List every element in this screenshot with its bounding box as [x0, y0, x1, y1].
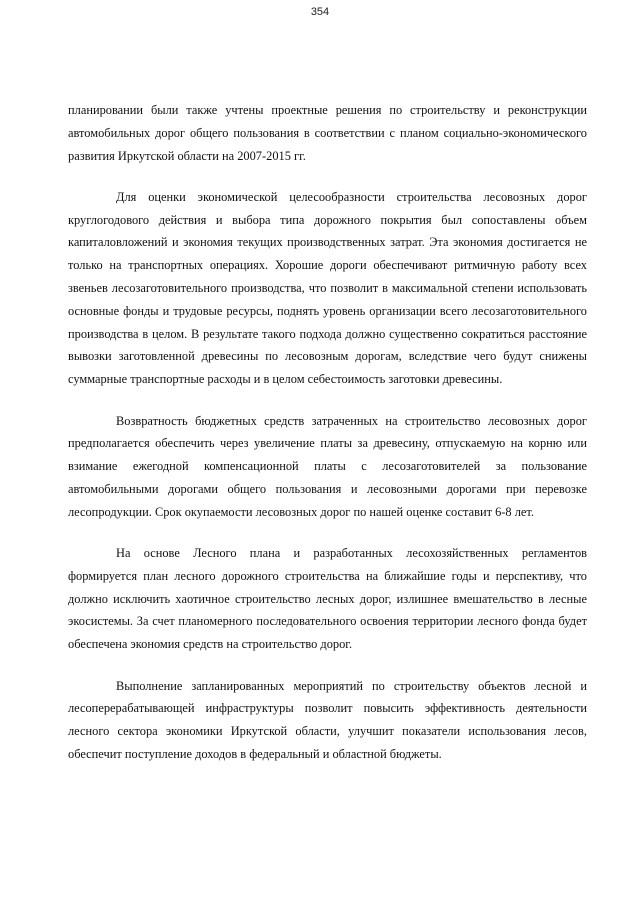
- document-body: [68, 99, 587, 784]
- paragraph-continuation: планировании были также учтены проектные решения по строительству и реконструкции автомобильных дорог общего пользования в соответствии с планом социально-экономического развития Иркутской области на 2007-2015 гг.: [68, 103, 587, 163]
- paragraph-economic-feasibility: Для оценки экономической целесообразности строительства лесовозных дорог круглогодового действия и выбора типа дорожного покрытия был сопоставлены объем капиталовложений и экономия текущих производственных затрат. Эта экономия достигается не только на транспортных операциях. Хорошие дороги обеспечивают ритмичную работу всех звеньев лесозаготовительного производства, что позволит в максимальной степени использовать основные фонды и трудовые ресурсы, поднять уровень организации всего лесозаготовительного производства в целом. В результате такого подхода должно существенно сократиться расстояние вывозки заготовленной древесины по лесовозным дорогам, вследствие чего будут снижены суммарные транспортные расходы и в целом себестоимость заготовки древесины.: [68, 189, 587, 387]
- page-number: 354: [310, 6, 330, 18]
- paragraph-budget-return: Возвратность бюджетных средств затраченных на строительство лесовозных дорог предполагается обеспечить через увеличение платы за древесину, отпускаемую на корню или взимание ежегодной компенсационной платы с лесозаготовителей за пользование автомобильными дорогами общего пользования и лесовозными дорогами при перевозке лесопродукции. Срок окупаемости лесовозных дорог по нашей оценке составит 6-8 лет.: [68, 413, 587, 519]
- paragraph-forest-plan: На основе Лесного плана и разработанных лесохозяйственных регламентов формируется план лесного дорожного строительства на ближайшие годы и перспективу, что должно исключить хаотичное строительство лесных дорог, излишнее вмешательство в лесные экосистемы. За счет планомерного последовательного освоения территории лесного фонда будет обеспечена экономия средств на строительство дорог.: [68, 546, 587, 652]
- paragraph-conclusion: Выполнение запланированных мероприятий по строительству объектов лесной и лесоперерабатывающей инфраструктуры позволит повысить эффективность деятельности лесного сектора экономики Иркутской области, улучшит показатели использования лесов, обеспечит поступление доходов в федеральный и областной бюджеты.: [68, 678, 587, 761]
